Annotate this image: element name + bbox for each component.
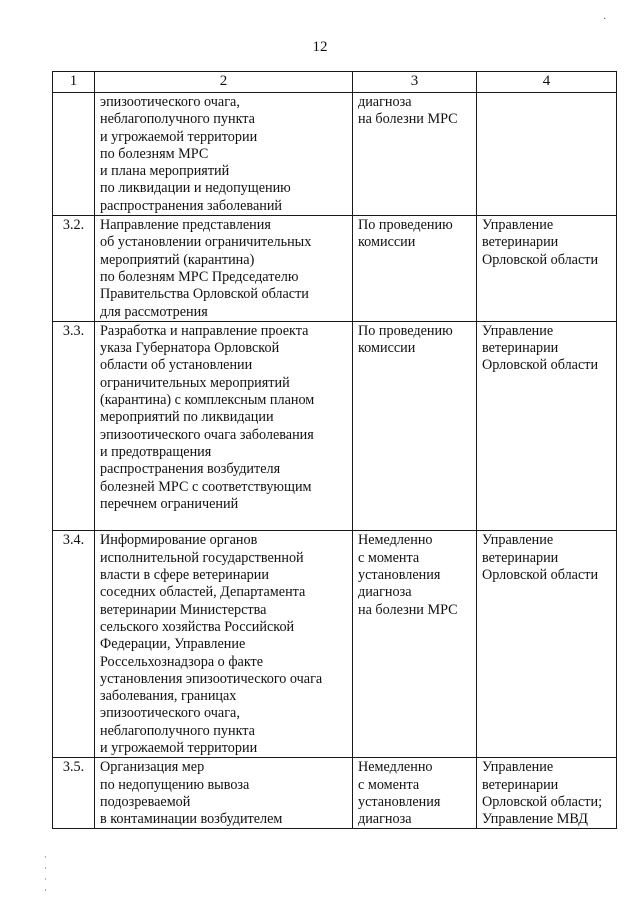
cell-text-line: по ликвидации и недопущению	[100, 180, 291, 197]
corner-mark-top: ·	[603, 14, 607, 25]
cell-text-line: заболевания, границах	[100, 688, 237, 705]
cell-text-line: болезней МРС с соответствующим	[100, 478, 312, 495]
cell-text-line: перечнем ограничений	[100, 495, 239, 512]
cell-text-line: установления	[358, 567, 441, 584]
cell-text-line: (карантина) с комплексным планом	[100, 392, 315, 409]
column-header-deadline: 3	[353, 72, 477, 93]
cell-text-line: соседних областей, Департамента	[100, 584, 306, 601]
page-number: 12	[312, 39, 328, 55]
cell-text-line: По проведению	[358, 217, 453, 234]
cell-text-line: По проведению	[358, 322, 453, 339]
responsible-cell	[477, 93, 617, 216]
cell-text-line: мероприятий (карантина)	[100, 251, 255, 268]
cell-text-line: Направление представления	[100, 217, 271, 234]
row-number-cell: 3.5.	[53, 758, 95, 829]
responsible-cell	[477, 531, 617, 758]
cell-text-line: эпизоотического очага,	[100, 705, 240, 722]
cell-text-line: неблагополучного пункта	[100, 111, 255, 128]
row-number-cell	[53, 93, 95, 216]
deadline-cell	[353, 93, 477, 216]
column-header-responsible: 4	[477, 72, 617, 93]
cell-text-line: ветеринарии	[482, 340, 559, 357]
cell-text-line: Федерации, Управление	[100, 636, 246, 653]
cell-text-line: Управление	[482, 217, 554, 234]
table-row	[53, 758, 617, 829]
cell-text-line: на болезни МРС	[358, 111, 458, 128]
cell-text-line: власти в сфере ветеринарии	[100, 567, 269, 584]
cell-text-line: и угрожаемой территории	[100, 128, 258, 145]
table-row	[53, 216, 617, 322]
cell-text-line: Управление	[482, 322, 554, 339]
cell-text-line: комиссии	[358, 234, 416, 251]
cell-text-line: Орловской области	[482, 251, 599, 268]
cell-text-line: ветеринарии Министерства	[100, 601, 267, 618]
deadline-cell	[353, 531, 477, 758]
cell-text-line: Немедленно	[358, 759, 433, 776]
table-row	[53, 93, 617, 216]
cell-text-line: Немедленно	[358, 532, 433, 549]
cell-text-line: ветеринарии	[482, 776, 559, 793]
cell-text-line: Орловской области	[482, 357, 599, 374]
row-number-cell: 3.2.	[53, 216, 95, 322]
cell-text-line: эпизоотического очага заболевания	[100, 426, 314, 443]
cell-text-line: области об установлении	[100, 357, 253, 374]
cell-text-line: Управление	[482, 759, 554, 776]
cell-text-line: ограничительных мероприятий	[100, 374, 290, 391]
cell-text-line: диагноза	[358, 811, 412, 828]
action-cell	[95, 321, 353, 531]
deadline-cell	[353, 216, 477, 322]
row-number-cell: 3.4.	[53, 531, 95, 758]
cell-text-line: Управление МВД	[482, 811, 588, 828]
margin-marks: · · · ·	[44, 852, 47, 895]
cell-text-line: указа Губернатора Орловской	[100, 340, 280, 357]
cell-text-line: с момента	[358, 776, 420, 793]
column-header-action: 2	[95, 72, 353, 93]
cell-text-line: исполнительной государственной	[100, 549, 304, 566]
cell-text-line: установления эпизоотического очага	[100, 670, 323, 687]
cell-text-line: комиссии	[358, 340, 416, 357]
cell-text-line: об установлении ограничительных	[100, 234, 312, 251]
cell-text-line: эпизоотического очага,	[100, 94, 240, 110]
cell-text-line: Правительства Орловской области	[100, 286, 309, 303]
cell-text-line: и предотвращения	[100, 443, 212, 460]
cell-text-line: диагноза	[358, 584, 412, 601]
action-cell	[95, 93, 353, 216]
cell-text-line: Информирование органов	[100, 532, 258, 549]
action-cell	[95, 531, 353, 758]
cell-text-line: ветеринарии	[482, 549, 559, 566]
deadline-cell	[353, 758, 477, 829]
action-cell	[95, 758, 353, 829]
cell-text-line: Разработка и направление проекта	[100, 322, 309, 339]
cell-text-line: Управление	[482, 532, 554, 549]
cell-text-line: диагноза	[358, 94, 412, 110]
cell-text-line: сельского хозяйства Российской	[100, 618, 295, 635]
cell-text-line: ветеринарии	[482, 234, 559, 251]
cell-text-line: распространения возбудителя	[100, 461, 281, 478]
table-row	[53, 321, 617, 531]
cell-text-line: Орловской области;	[482, 793, 603, 810]
cell-text-line: по болезням МРС	[100, 145, 209, 162]
table-header-row	[53, 72, 617, 93]
responsible-cell	[477, 758, 617, 829]
cell-text-line: Россельхознадзора о факте	[100, 653, 264, 670]
cell-text-line: мероприятий по ликвидации	[100, 409, 274, 426]
cell-text-line: на болезни МРС	[358, 601, 458, 618]
cell-text-line: по недопущению вывоза	[100, 776, 250, 793]
cell-text-line: в контаминации возбудителем	[100, 811, 283, 828]
deadline-cell	[353, 321, 477, 531]
cell-text-line: подозреваемой	[100, 793, 191, 810]
cell-text-line: с момента	[358, 549, 420, 566]
column-header-number: 1	[53, 72, 95, 93]
cell-text-line: распространения заболеваний	[100, 197, 283, 214]
cell-text-line: Организация мер	[100, 759, 205, 776]
plan-table	[52, 71, 617, 829]
cell-text-line: и плана мероприятий	[100, 163, 230, 180]
cell-text-line: и угрожаемой территории	[100, 739, 258, 756]
responsible-cell	[477, 321, 617, 531]
cell-text-line: установления	[358, 793, 441, 810]
table-row	[53, 531, 617, 758]
cell-text-line: по болезням МРС Председателю	[100, 268, 299, 285]
cell-text-line: Орловской области	[482, 567, 599, 584]
responsible-cell	[477, 216, 617, 322]
action-cell	[95, 216, 353, 322]
cell-text-line	[100, 513, 349, 530]
row-number-cell: 3.3.	[53, 321, 95, 531]
cell-text-line: неблагополучного пункта	[100, 722, 255, 739]
cell-text-line: для рассмотрения	[100, 303, 208, 320]
